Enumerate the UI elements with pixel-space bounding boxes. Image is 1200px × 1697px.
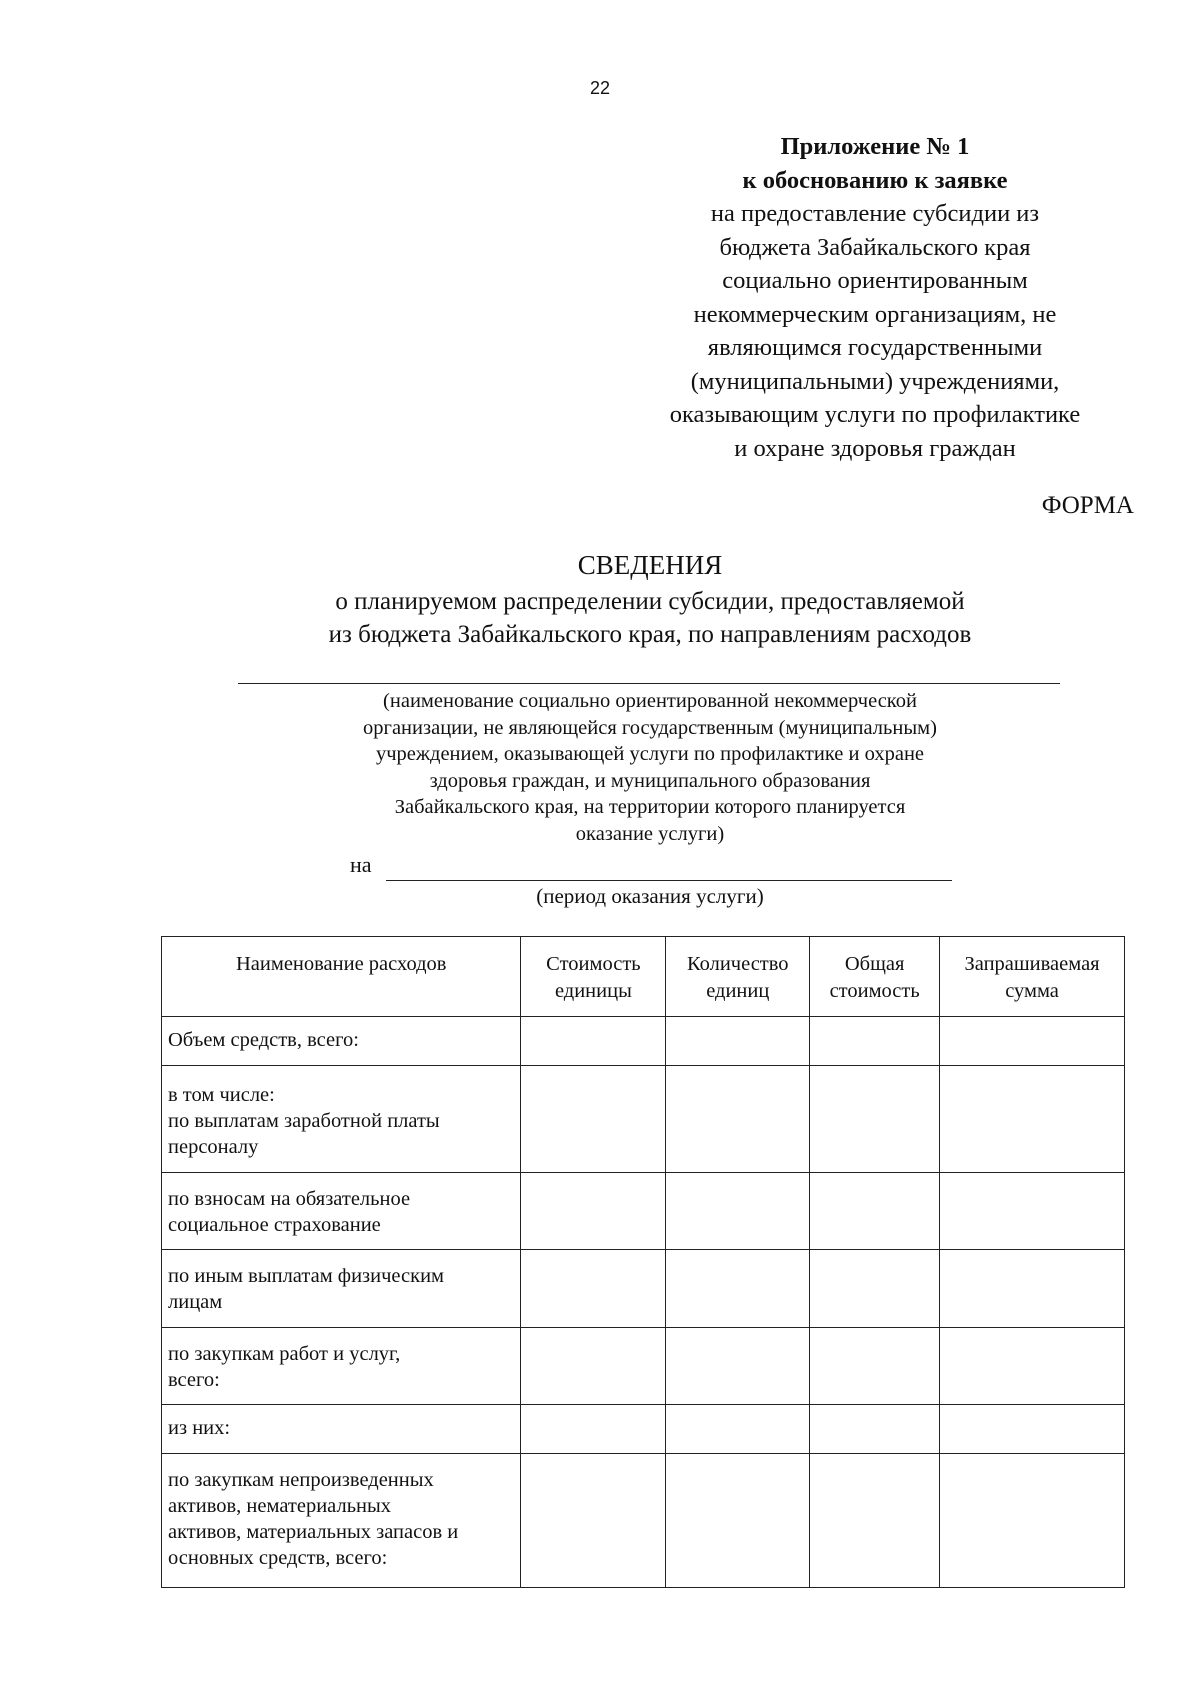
subtitle-line: о планируемом распределении субсидии, предоставляемой <box>335 588 965 615</box>
row-label-line: лицам <box>168 1291 223 1313</box>
document-subtitle <box>0 585 1200 651</box>
table-row <box>162 1328 1125 1405</box>
row-label-line: по закупкам непроизведенных <box>168 1469 434 1491</box>
row-label <box>162 1250 521 1328</box>
row-label-line: по выплатам заработной платы <box>168 1110 440 1132</box>
cell-unit-cost[interactable] <box>521 1328 666 1405</box>
appendix-line: социально ориентированным <box>722 267 1028 294</box>
row-label-line: персоналу <box>168 1136 259 1158</box>
table-row <box>162 1066 1125 1173</box>
form-label: ФОРМА <box>1041 492 1134 519</box>
appendix-line: бюджета Забайкальского края <box>719 233 1031 261</box>
table-header-row <box>162 937 1125 1017</box>
row-label-line: по иным выплатам физическим <box>168 1265 445 1287</box>
cell-unit-count[interactable] <box>666 1454 810 1588</box>
cell-total-cost[interactable] <box>810 1328 940 1405</box>
cell-total-cost[interactable] <box>810 1454 940 1588</box>
cell-requested-amount[interactable] <box>940 1405 1125 1454</box>
organization-name-field-line <box>238 683 1060 684</box>
period-prefix: на <box>350 852 372 877</box>
subtitle-line: из бюджета Забайкальского края, по направлениям расходов <box>328 621 972 648</box>
row-label-line: активов, материальных запасов и <box>168 1521 459 1543</box>
expenses-table <box>161 936 1125 1588</box>
cell-requested-amount[interactable] <box>940 1328 1125 1405</box>
caption-line: Забайкальского края, на территории которого планируется <box>394 796 906 818</box>
row-label <box>162 1454 521 1588</box>
row-label-line: из них: <box>168 1417 231 1439</box>
cell-total-cost[interactable] <box>810 1250 940 1328</box>
row-label <box>162 1017 521 1066</box>
row-label-line: по взносам на обязательное <box>168 1188 411 1210</box>
column-header-unit-count: Количество единиц <box>666 937 810 1017</box>
appendix-line: оказывающим услуги по профилактике <box>669 401 1081 428</box>
cell-requested-amount[interactable] <box>940 1250 1125 1328</box>
table-row <box>162 1250 1125 1328</box>
cell-total-cost[interactable] <box>810 1066 940 1173</box>
cell-unit-cost[interactable] <box>521 1017 666 1066</box>
column-header-unit-cost: Стоимость единицы <box>521 937 666 1017</box>
appendix-line: некоммерческим организациям, не <box>693 300 1057 328</box>
cell-unit-cost[interactable] <box>521 1405 666 1454</box>
caption-line: учреждением, оказывающей услуги по профилактике и охране <box>375 743 925 765</box>
cell-unit-count[interactable] <box>666 1066 810 1173</box>
cell-unit-cost[interactable] <box>521 1454 666 1588</box>
table-row <box>162 1017 1125 1066</box>
appendix-line: и охране здоровья граждан <box>734 434 1016 462</box>
period-caption: (период оказания услуги) <box>536 884 764 908</box>
caption-line: организации, не являющейся государственным (муниципальным) <box>363 716 937 739</box>
caption-line: здоровья граждан, и муниципального образования <box>429 769 871 792</box>
row-label-line: в том числе: <box>168 1084 275 1106</box>
cell-unit-cost[interactable] <box>521 1173 666 1250</box>
row-label <box>162 1405 521 1454</box>
column-header-expense-name: Наименование расходов <box>162 937 521 1017</box>
table-row <box>162 1454 1125 1588</box>
appendix-line: (муниципальными) учреждениями, <box>690 367 1060 395</box>
caption-line: оказание услуги) <box>575 822 725 845</box>
period-field-line <box>386 880 952 881</box>
column-header-requested-amount: Запрашиваемая сумма <box>940 937 1125 1017</box>
row-label-line: всего: <box>168 1369 220 1391</box>
cell-total-cost[interactable] <box>810 1173 940 1250</box>
cell-total-cost[interactable] <box>810 1405 940 1454</box>
appendix-line: являющимся государственными <box>707 334 1043 361</box>
document-title: СВЕДЕНИЯ <box>577 550 723 580</box>
cell-unit-count[interactable] <box>666 1017 810 1066</box>
cell-unit-count[interactable] <box>666 1405 810 1454</box>
cell-requested-amount[interactable] <box>940 1173 1125 1250</box>
cell-requested-amount[interactable] <box>940 1454 1125 1588</box>
row-label-line: активов, нематериальных <box>168 1495 392 1517</box>
appendix-heading <box>640 130 1110 465</box>
table-row <box>162 1405 1125 1454</box>
appendix-title: Приложение № 1 <box>780 133 970 160</box>
row-label-line: по закупкам работ и услуг, <box>168 1343 401 1365</box>
column-header-total-cost: Общая стоимость <box>810 937 940 1017</box>
cell-requested-amount[interactable] <box>940 1017 1125 1066</box>
row-label-line: социальное страхование <box>168 1214 381 1236</box>
table-row <box>162 1173 1125 1250</box>
cell-unit-cost[interactable] <box>521 1066 666 1173</box>
cell-total-cost[interactable] <box>810 1017 940 1066</box>
cell-unit-cost[interactable] <box>521 1250 666 1328</box>
row-label-line: основных средств, всего: <box>168 1547 388 1569</box>
organization-caption <box>0 688 1200 847</box>
cell-unit-count[interactable] <box>666 1173 810 1250</box>
appendix-line: на предоставление субсидии из <box>710 200 1040 227</box>
cell-unit-count[interactable] <box>666 1328 810 1405</box>
row-label <box>162 1173 521 1250</box>
row-label <box>162 1328 521 1405</box>
row-label <box>162 1066 521 1173</box>
page-number: 22 <box>589 78 611 98</box>
cell-unit-count[interactable] <box>666 1250 810 1328</box>
cell-requested-amount[interactable] <box>940 1066 1125 1173</box>
row-label-line: Объем средств, всего: <box>168 1029 359 1051</box>
appendix-subtitle: к обоснованию к заявке <box>742 166 1008 194</box>
caption-line: (наименование социально ориентированной некоммерческой <box>383 690 917 712</box>
